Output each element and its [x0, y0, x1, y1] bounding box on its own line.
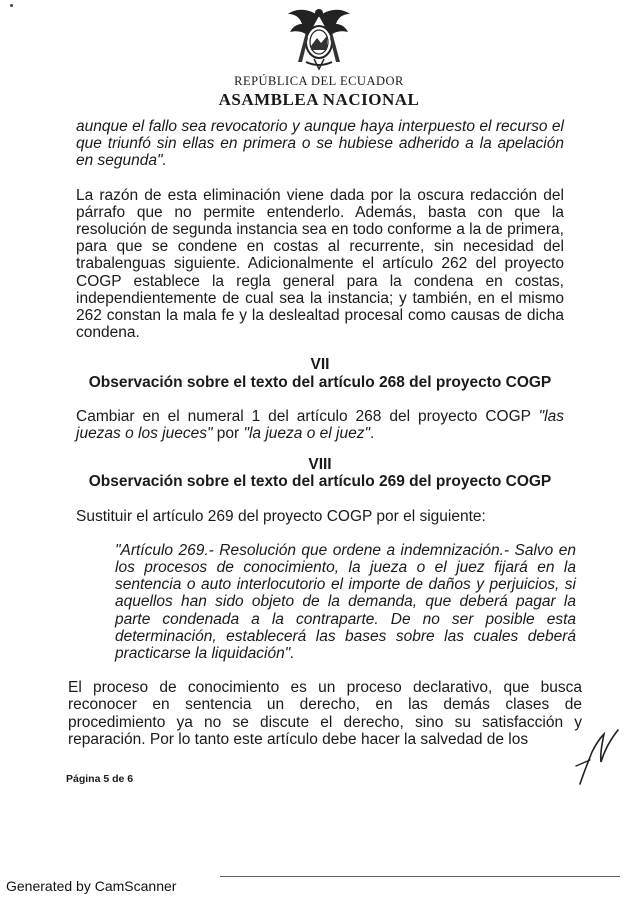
section-8-intro: Sustituir el artículo 269 del proyecto COGP por el siguiente: — [76, 507, 486, 525]
page-number: Página 5 de 6 — [66, 773, 134, 785]
section-7-text-a: Cambiar en el numeral 1 del artículo 268 del proyecto COGP — [76, 407, 539, 425]
section-7-text-b: "las juezas o los jueces" — [76, 407, 564, 443]
scan-edge-line — [220, 876, 620, 877]
signature-mark — [570, 722, 630, 792]
coat-of-arms-icon — [284, 2, 354, 72]
letterhead — [0, 2, 638, 110]
section-7-text-d: "la jueza o el juez" — [243, 425, 370, 443]
section-7-text-c: por — [212, 425, 244, 443]
paragraph-reason: La razón de esta eliminación viene dada por la oscura redacción del párrafo que no permite entenderlo. Además, basta con que la resolución de segunda instancia sea en todo conforme a la de primera, para que se condene en costas al recurrente, sin necesidad del trabalenguas siguiente. Adicionalmente el artículo 262 del proyecto COGP establece la regla general para la condena en costas, independientemente de cual sea la instancia; y también, en el mismo 262 constan la mala fe y la deslealtad procesal como causas de dicha condena. — [76, 186, 564, 342]
document-body — [68, 118, 582, 748]
section-8-number: VIII — [308, 456, 332, 474]
section-7-text-e: . — [369, 425, 375, 443]
section-8-quote: "Artículo 269.- Resolución que ordene a indemnización.- Salvo en los procesos de conocimiento, la jueza o el juez fijará en la sentencia o auto interlocutorio el importe de daños y perjuicios, si aquellos han sido objeto de la demanda, que deberá pagar la parte condenada a la contraparte. De no ser posible esta determinación, establecerá las bases sobre las cuales deberá practicarse la liquidación". — [115, 541, 576, 663]
paragraph-final: El proceso de conocimiento es un proceso declarativo, que busca reconocer en sentencia un derecho, en las demás clases de procedimiento ya no se discute el derecho, sino su satisfacción y reparación. Por lo tanto este artículo debe hacer la salvedad de los — [68, 679, 582, 748]
section-7-text — [76, 408, 564, 442]
scanner-watermark: Generated by CamScanner — [6, 878, 177, 894]
republic-name: REPÚBLICA DEL ECUADOR — [234, 74, 404, 88]
quote-continuation: aunque el fallo sea revocatorio y aunque haya interpuesto el recurso el que triunfó sin ellas en primera o se hubiese adherido a la apelación en segunda". — [76, 118, 564, 170]
assembly-name: ASAMBLEA NACIONAL — [218, 90, 420, 109]
section-7-title: Observación sobre el texto del artículo 268 del proyecto COGP — [88, 373, 552, 391]
section-7-number: VII — [310, 356, 330, 374]
section-8-title: Observación sobre el texto del artículo 269 del proyecto COGP — [88, 473, 552, 491]
